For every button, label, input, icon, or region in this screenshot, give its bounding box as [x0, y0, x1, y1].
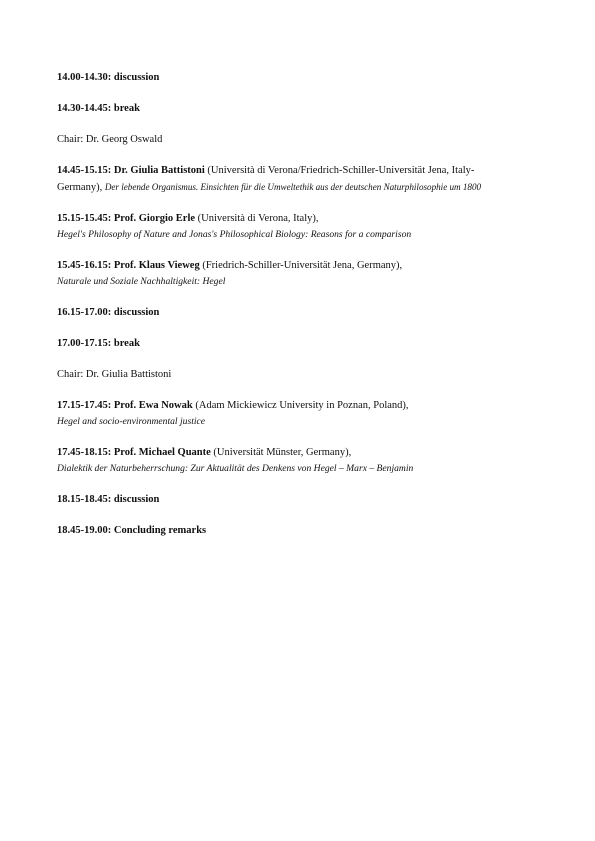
session-time: 18.45-19.00: Concluding remarks: [57, 525, 207, 536]
talk-affiliation: (Università di Verona/Friedrich-Schiller-Universität Jena, Italy-: [207, 165, 475, 176]
talk-affiliation: (Adam Mickiewicz University in Poznan, Poland),: [195, 400, 409, 411]
talk-title: Hegel's Philosophy of Nature and Jonas's Philosophical Biology: Reasons for a comparison: [57, 229, 412, 240]
talk-header: [57, 163, 539, 179]
talk-time: 14.45-15.15:: [57, 165, 112, 176]
session-discussion-3: [57, 492, 539, 508]
chair-text: Chair: Dr. Giulia Battistoni: [57, 369, 172, 380]
talk-speaker: Prof. Ewa Nowak: [113, 400, 193, 411]
session-time: 17.00-17.15: break: [57, 338, 140, 349]
talk-affiliation: (Università di Verona, Italy),: [197, 213, 319, 224]
chair-text: Chair: Dr. Georg Oswald: [57, 134, 163, 145]
talk-erle: [57, 211, 539, 243]
talk-title: Der lebende Organismus. Einsichten für die Umweltethik aus der deutschen Naturphilosophie um 1800: [104, 182, 482, 192]
session-discussion-1: [57, 70, 539, 86]
talk-time: 15.45-16.15:: [57, 260, 112, 271]
session-time: 16.15-17.00: discussion: [57, 307, 160, 318]
talk-time: 17.45-18.15:: [57, 447, 112, 458]
talk-speaker: Prof. Michael Quante: [113, 447, 211, 458]
session-time: 14.00-14.30: discussion: [57, 72, 160, 83]
session-discussion-2: [57, 305, 539, 321]
talk-title: Hegel and socio-environmental justice: [57, 416, 206, 427]
talk-speaker: Prof. Klaus Vieweg: [113, 260, 200, 271]
talk-header: [57, 211, 539, 227]
talk-affiliation-cont: Germany),: [57, 182, 103, 193]
talk-quante: [57, 445, 539, 477]
talk-speaker: Prof. Giorgio Erle: [113, 213, 196, 224]
session-time: 14.30-14.45: break: [57, 103, 140, 114]
talk-header: [57, 258, 539, 274]
talk-nowak: [57, 398, 539, 430]
session-time: 18.15-18.45: discussion: [57, 494, 160, 505]
talk-title: Dialektik der Naturbeherrschung: Zur Aktualität des Denkens von Hegel – Marx – Benjamin: [57, 463, 414, 474]
talk-header: [57, 398, 539, 414]
talk-affiliation: (Universität Münster, Germany),: [213, 447, 352, 458]
talk-header: [57, 445, 539, 461]
talk-speaker: Dr. Giulia Battistoni: [113, 165, 205, 176]
talk-time: 17.15-17.45:: [57, 400, 112, 411]
chair-line-2: [57, 367, 539, 383]
talk-header-cont: [57, 179, 539, 196]
talk-vieweg: [57, 258, 539, 290]
talk-time: 15.15-15.45:: [57, 213, 112, 224]
session-break-1: [57, 101, 539, 117]
talk-affiliation: (Friedrich-Schiller-Universität Jena, Germany),: [202, 260, 403, 271]
talk-battistoni: [57, 163, 539, 196]
talk-title: Naturale und Soziale Nachhaltigkeit: Hegel: [57, 276, 226, 287]
session-break-2: [57, 336, 539, 352]
program-page: [57, 70, 539, 554]
session-concluding: [57, 523, 539, 539]
chair-line-1: [57, 132, 539, 148]
